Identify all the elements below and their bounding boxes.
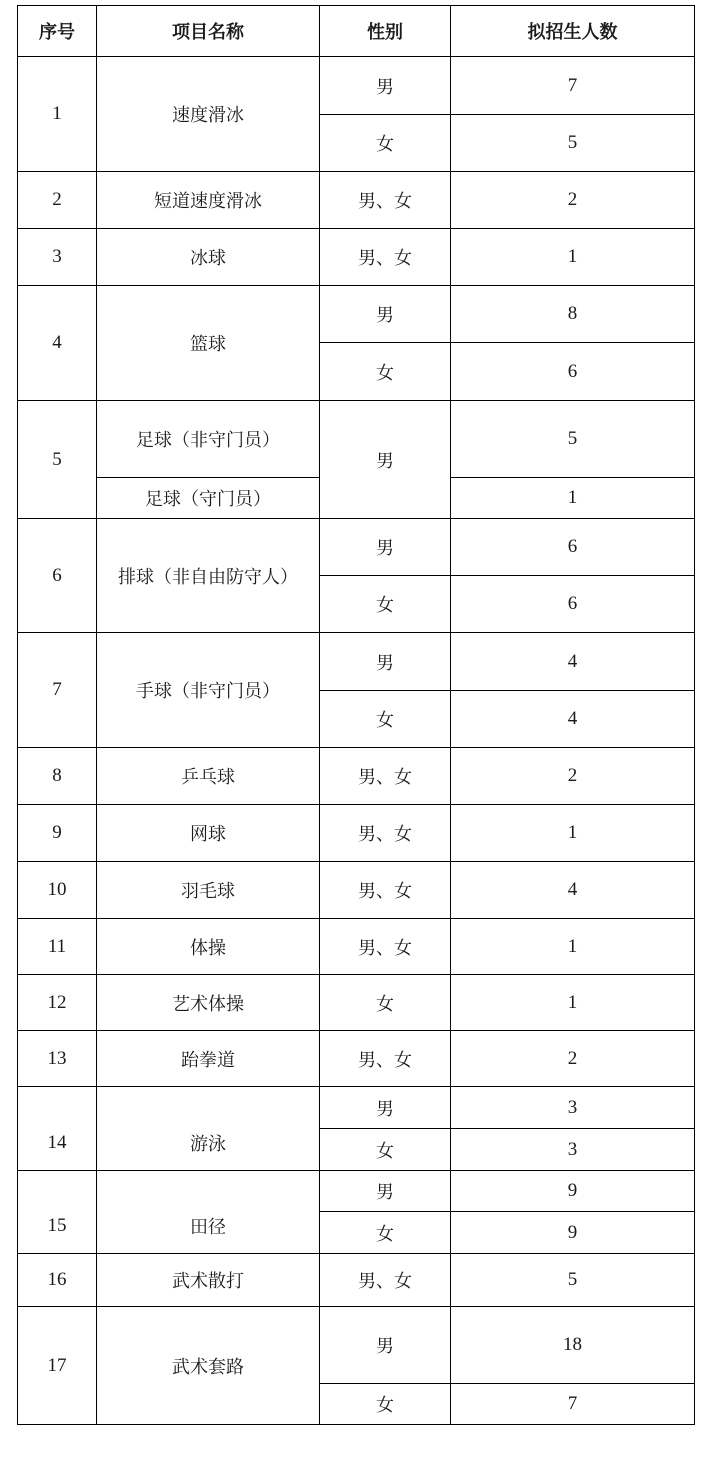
cell-gender: 女	[320, 1212, 451, 1254]
cell-event: 速度滑冰	[97, 57, 320, 172]
table-row	[18, 862, 695, 919]
cell-event: 乒乓球	[97, 748, 320, 805]
cell-event: 足球（守门员）	[97, 478, 320, 519]
cell-quota: 4	[451, 862, 695, 919]
cell-gender: 女	[320, 975, 451, 1031]
cell-gender: 男	[320, 633, 451, 691]
cell-quota: 1	[451, 975, 695, 1031]
cell-quota: 7	[451, 1384, 695, 1425]
cell-index: 10	[18, 862, 97, 919]
table-row	[18, 1254, 695, 1307]
cell-gender: 女	[320, 343, 451, 401]
cell-index: 6	[18, 519, 97, 633]
cell-index: 14	[18, 1087, 97, 1171]
cell-quota: 4	[451, 633, 695, 691]
cell-gender: 男、女	[320, 172, 451, 229]
cell-gender: 女	[320, 1384, 451, 1425]
cell-gender: 男	[320, 286, 451, 343]
table-row	[18, 1087, 695, 1129]
cell-quota: 9	[451, 1171, 695, 1212]
cell-quota: 5	[451, 401, 695, 478]
cell-gender: 女	[320, 1129, 451, 1171]
cell-quota: 3	[451, 1087, 695, 1129]
cell-index: 7	[18, 633, 97, 748]
table-row	[18, 805, 695, 862]
cell-quota: 2	[451, 1031, 695, 1087]
cell-gender: 男、女	[320, 1031, 451, 1087]
cell-gender: 男	[320, 519, 451, 576]
cell-event: 跆拳道	[97, 1031, 320, 1087]
cell-quota: 6	[451, 576, 695, 633]
cell-index: 12	[18, 975, 97, 1031]
cell-index: 3	[18, 229, 97, 286]
cell-index: 13	[18, 1031, 97, 1087]
cell-index: 16	[18, 1254, 97, 1307]
table-row	[18, 748, 695, 805]
cell-index: 9	[18, 805, 97, 862]
cell-event: 手球（非守门员）	[97, 633, 320, 748]
cell-gender: 女	[320, 691, 451, 748]
cell-gender: 男	[320, 1171, 451, 1212]
cell-index: 1	[18, 57, 97, 172]
table-row	[18, 286, 695, 343]
cell-event: 短道速度滑冰	[97, 172, 320, 229]
cell-event: 体操	[97, 919, 320, 975]
cell-event: 冰球	[97, 229, 320, 286]
cell-gender: 男、女	[320, 919, 451, 975]
header-index: 序号	[18, 6, 97, 57]
cell-quota: 1	[451, 478, 695, 519]
cell-index: 5	[18, 401, 97, 519]
table-row	[18, 1307, 695, 1384]
cell-quota: 2	[451, 748, 695, 805]
cell-index: 17	[18, 1307, 97, 1425]
table-row	[18, 172, 695, 229]
cell-quota: 18	[451, 1307, 695, 1384]
cell-quota: 7	[451, 57, 695, 115]
cell-event: 排球（非自由防守人）	[97, 519, 320, 633]
cell-quota: 1	[451, 919, 695, 975]
header-quota: 拟招生人数	[451, 6, 695, 57]
cell-index: 11	[18, 919, 97, 975]
cell-gender: 男	[320, 1307, 451, 1384]
cell-quota: 5	[451, 115, 695, 172]
cell-gender: 男、女	[320, 862, 451, 919]
table-row	[18, 975, 695, 1031]
cell-gender: 女	[320, 576, 451, 633]
cell-event: 武术散打	[97, 1254, 320, 1307]
cell-gender: 男、女	[320, 748, 451, 805]
cell-quota: 6	[451, 343, 695, 401]
cell-event: 艺术体操	[97, 975, 320, 1031]
cell-event: 网球	[97, 805, 320, 862]
cell-index: 15	[18, 1171, 97, 1254]
cell-index: 2	[18, 172, 97, 229]
table-row	[18, 1171, 695, 1212]
table-row	[18, 401, 695, 478]
cell-gender: 男	[320, 401, 451, 519]
cell-quota: 4	[451, 691, 695, 748]
table-row	[18, 1031, 695, 1087]
table-header-row	[18, 6, 695, 57]
cell-quota: 3	[451, 1129, 695, 1171]
cell-index: 8	[18, 748, 97, 805]
cell-event: 武术套路	[97, 1307, 320, 1425]
cell-event: 游泳	[97, 1087, 320, 1171]
table-row	[18, 633, 695, 691]
cell-quota: 6	[451, 519, 695, 576]
cell-quota: 2	[451, 172, 695, 229]
table-row	[18, 229, 695, 286]
cell-quota: 1	[451, 805, 695, 862]
cell-gender: 男	[320, 57, 451, 115]
cell-gender: 男	[320, 1087, 451, 1129]
cell-gender: 男、女	[320, 805, 451, 862]
cell-event: 篮球	[97, 286, 320, 401]
cell-gender: 男、女	[320, 1254, 451, 1307]
header-gender: 性别	[320, 6, 451, 57]
header-event: 项目名称	[97, 6, 320, 57]
enrollment-table	[17, 5, 695, 1425]
cell-quota: 8	[451, 286, 695, 343]
cell-quota: 5	[451, 1254, 695, 1307]
cell-index: 4	[18, 286, 97, 401]
cell-gender: 男、女	[320, 229, 451, 286]
table-row	[18, 519, 695, 576]
cell-event: 田径	[97, 1171, 320, 1254]
cell-event: 足球（非守门员）	[97, 401, 320, 478]
cell-quota: 9	[451, 1212, 695, 1254]
table-row	[18, 57, 695, 115]
cell-quota: 1	[451, 229, 695, 286]
cell-event: 羽毛球	[97, 862, 320, 919]
table-row	[18, 919, 695, 975]
cell-gender: 女	[320, 115, 451, 172]
